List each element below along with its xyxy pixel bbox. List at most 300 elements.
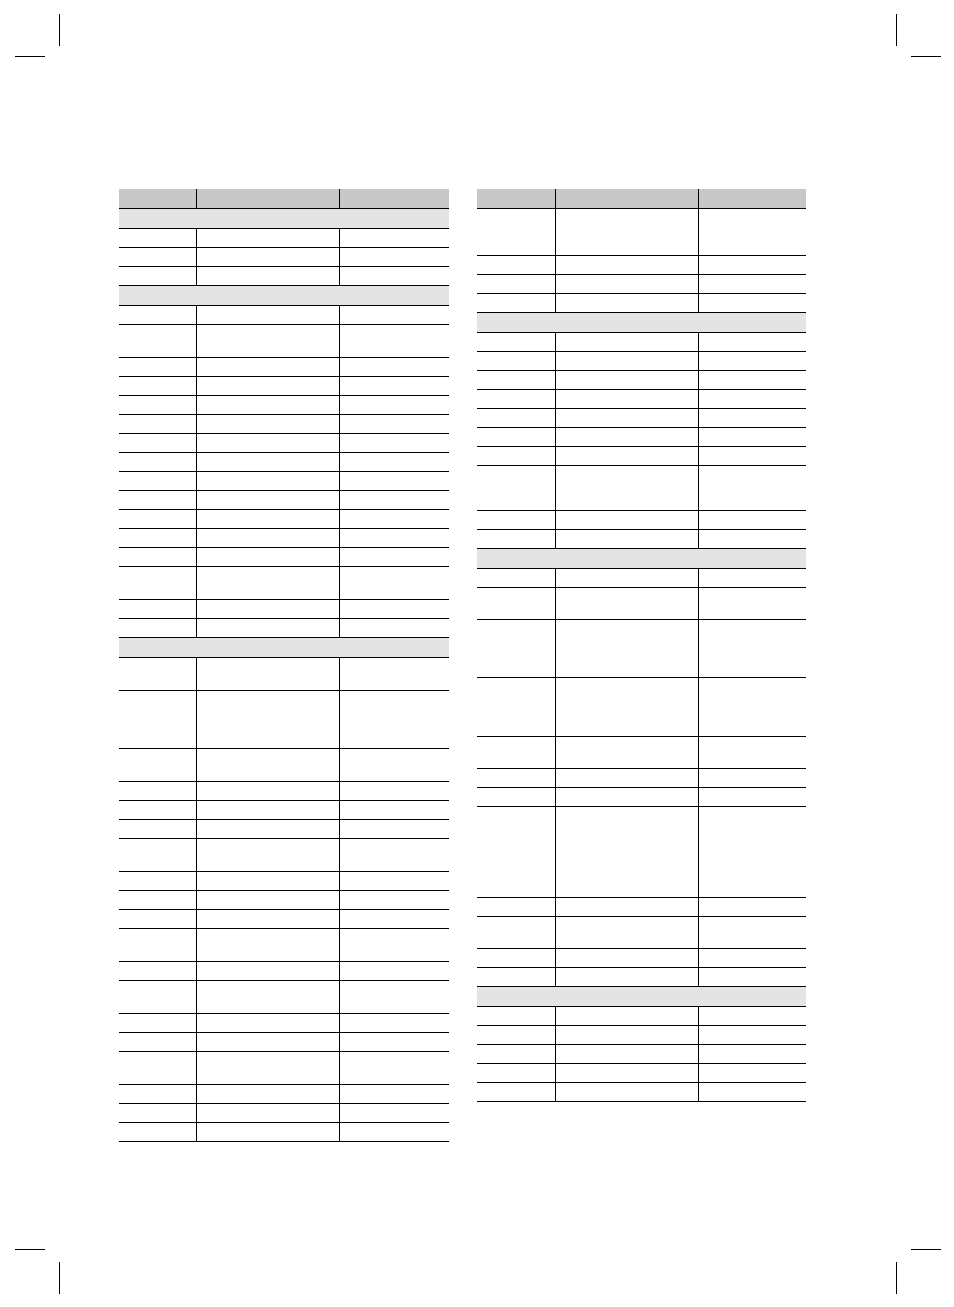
table-row [119,749,449,782]
table-row [477,256,806,275]
table-row [477,530,806,549]
table-row [119,491,449,510]
table-row [119,567,449,600]
table-row [119,396,449,415]
table-cell [477,968,556,986]
table-cell [699,1083,806,1101]
table-cell [556,466,699,510]
table-row [119,472,449,491]
table-cell [197,929,340,961]
table-cell [119,396,197,414]
table-cell [119,600,197,618]
table-row [119,529,449,548]
table-row [477,917,806,949]
table-cell [197,801,340,819]
table-row [477,620,806,678]
table-cell [699,620,806,677]
table-cell [699,371,806,389]
table-row [477,294,806,313]
table-cell [340,619,449,637]
table-cell [699,788,806,806]
table-row [119,453,449,472]
table-row [477,466,806,511]
table-cell [340,548,449,566]
table-header-cell [699,189,806,208]
table-cell [477,209,556,255]
table-cell [477,1007,556,1025]
table-row [119,891,449,910]
table-row [477,371,806,390]
table-cell [197,962,340,980]
table-cell [556,447,699,465]
table-cell [477,1026,556,1044]
table-row [119,872,449,891]
table-cell [340,358,449,376]
table-cell [556,352,699,370]
table-cell [699,1026,806,1044]
table-cell [340,929,449,961]
table-cell [556,807,699,897]
table-row [119,820,449,839]
table-row [119,434,449,453]
table-cell [340,782,449,800]
table-cell [119,453,197,471]
table-cell [699,209,806,255]
table-cell [477,678,556,736]
table-cell [556,1045,699,1063]
table-cell [197,325,340,357]
table-cell [699,333,806,351]
table-cell [197,548,340,566]
table-cell [340,267,449,285]
table-cell [556,1083,699,1101]
table-cell [477,275,556,293]
table-cell [556,1064,699,1082]
table-cell [477,737,556,768]
table-row [477,898,806,917]
table-row [477,1083,806,1102]
table-cell [119,658,197,690]
table-cell [197,248,340,266]
table-cell [556,275,699,293]
table-cell [477,949,556,967]
table-row [477,968,806,987]
crop-mark-bottom-right-vertical [896,1262,897,1294]
table-cell [699,256,806,274]
table-row [119,839,449,872]
table-cell [340,801,449,819]
table-cell [119,567,197,599]
table-cell [556,294,699,312]
table-cell [556,588,699,619]
table-row [119,929,449,962]
table-cell [119,491,197,509]
table-row [119,377,449,396]
table-cell [119,801,197,819]
section-label [477,313,806,332]
crop-mark-top-right-horizontal [911,56,941,57]
table-cell [340,891,449,909]
table-cell [556,898,699,916]
table-cell [477,807,556,897]
table-row [119,510,449,529]
table-cell [699,1007,806,1025]
table-cell [699,428,806,446]
table-cell [477,569,556,587]
table-row [477,769,806,788]
table-cell [340,1085,449,1103]
table-cell [119,1014,197,1032]
table-cell [119,358,197,376]
table-cell [340,691,449,748]
table-row [119,619,449,638]
table-cell [197,472,340,490]
table-cell [340,600,449,618]
table-cell [340,510,449,528]
table-cell [699,807,806,897]
table-cell [699,466,806,510]
table-cell [119,872,197,890]
table-row [119,1014,449,1033]
table-cell [119,472,197,490]
table-cell [340,1052,449,1084]
table-cell [556,256,699,274]
table-row [119,229,449,248]
table-cell [477,588,556,619]
table-section-row [477,313,806,333]
table-header-row [477,189,806,209]
table-cell [556,390,699,408]
table-cell [119,981,197,1013]
table-row [119,1123,449,1142]
table-cell [197,1033,340,1051]
table-cell [340,872,449,890]
table-cell [119,782,197,800]
table-cell [340,434,449,452]
table-cell [340,325,449,357]
table-cell [197,1052,340,1084]
table-cell [340,839,449,871]
table-cell [699,949,806,967]
table-cell [556,409,699,427]
table-row [119,962,449,981]
table-cell [477,333,556,351]
table-row [119,306,449,325]
table-cell [477,917,556,948]
table-cell [340,491,449,509]
section-label [477,549,806,568]
table-cell [119,1052,197,1084]
table-cell [197,1123,340,1141]
table-row [119,782,449,801]
table-cell [699,588,806,619]
table-row [119,658,449,691]
section-label [477,987,806,1006]
table-cell [340,981,449,1013]
table-row [477,511,806,530]
table-cell [197,396,340,414]
table-cell [340,749,449,781]
table-header-cell [556,189,699,208]
table-row [119,801,449,820]
table-cell [197,491,340,509]
table-cell [340,377,449,395]
crop-mark-top-right-vertical [896,14,897,46]
table-cell [477,352,556,370]
table-cell [477,390,556,408]
table-cell [556,620,699,677]
table-cell [340,1014,449,1032]
table-row [477,1026,806,1045]
table-cell [197,415,340,433]
table-section-row [477,549,806,569]
table-cell [197,453,340,471]
table-cell [119,548,197,566]
table-row [119,548,449,567]
table-header-cell [477,189,556,208]
table-cell [340,415,449,433]
table-row [119,600,449,619]
table-cell [119,229,197,247]
table-cell [119,1104,197,1122]
table-cell [340,567,449,599]
table-cell [340,229,449,247]
table-cell [340,820,449,838]
section-label [119,638,449,657]
table-cell [556,737,699,768]
table-cell [477,530,556,548]
table-cell [197,567,340,599]
table-cell [477,428,556,446]
table-cell [197,358,340,376]
table-row [119,248,449,267]
table-cell [556,1007,699,1025]
table-cell [340,248,449,266]
table-cell [699,275,806,293]
table-cell [699,917,806,948]
table-cell [197,820,340,838]
table-cell [197,839,340,871]
table-cell [699,678,806,736]
table-cell [119,962,197,980]
table-section-row [119,286,449,306]
table-cell [197,267,340,285]
table-cell [699,569,806,587]
table-cell [340,1104,449,1122]
table-cell [556,511,699,529]
table-cell [197,229,340,247]
table-cell [119,325,197,357]
table-cell [197,529,340,547]
table-row [477,1045,806,1064]
table-cell [197,691,340,748]
table-cell [699,898,806,916]
table-cell [119,377,197,395]
table-cell [340,396,449,414]
section-label [119,286,449,305]
table-cell [119,415,197,433]
table-cell [197,600,340,618]
table-cell [197,658,340,690]
table-cell [119,267,197,285]
table-row [477,409,806,428]
table-row [477,807,806,898]
table-cell [119,510,197,528]
table-cell [699,1045,806,1063]
table-cell [477,447,556,465]
table-row [477,788,806,807]
table-cell [119,691,197,748]
table-cell [556,371,699,389]
table-cell [699,737,806,768]
table-cell [119,839,197,871]
crop-mark-top-left-vertical [59,14,60,46]
table-cell [477,1045,556,1063]
table-cell [197,1085,340,1103]
crop-mark-bottom-left-vertical [59,1262,60,1294]
section-label [119,209,449,228]
table-cell [699,968,806,986]
table-row [477,569,806,588]
table-cell [556,788,699,806]
table-cell [197,782,340,800]
table-cell [197,510,340,528]
table-cell [119,434,197,452]
table-cell [119,1033,197,1051]
table-cell [340,1123,449,1141]
table-cell [197,981,340,1013]
table-row [477,352,806,371]
right-table [477,189,806,1102]
table-section-row [119,638,449,658]
table-row [119,358,449,377]
table-cell [477,511,556,529]
table-cell [477,294,556,312]
table-cell [197,1104,340,1122]
table-row [119,1033,449,1052]
table-cell [699,352,806,370]
table-row [477,1007,806,1026]
table-cell [197,434,340,452]
table-cell [477,769,556,787]
table-cell [556,968,699,986]
table-cell [556,428,699,446]
table-cell [119,820,197,838]
table-section-row [477,987,806,1007]
table-cell [699,294,806,312]
table-cell [556,530,699,548]
table-cell [197,377,340,395]
crop-mark-top-left-horizontal [15,56,45,57]
table-cell [477,788,556,806]
table-cell [119,529,197,547]
table-header-cell [197,189,340,208]
table-cell [340,910,449,928]
table-header-row [119,189,449,209]
table-header-cell [119,189,197,208]
table-cell [197,306,340,324]
table-cell [197,910,340,928]
crop-mark-bottom-right-horizontal [911,1249,941,1250]
table-cell [556,1026,699,1044]
table-cell [340,306,449,324]
table-row [477,1064,806,1083]
table-cell [699,447,806,465]
table-cell [477,898,556,916]
table-cell [477,466,556,510]
table-row [477,588,806,620]
table-cell [556,678,699,736]
table-row [119,267,449,286]
table-cell [699,1064,806,1082]
table-cell [119,619,197,637]
table-cell [119,749,197,781]
table-cell [197,872,340,890]
table-cell [477,256,556,274]
table-cell [477,1083,556,1101]
left-table [119,189,449,1142]
table-cell [197,619,340,637]
table-row [477,949,806,968]
table-row [119,415,449,434]
table-row [477,390,806,409]
table-cell [556,917,699,948]
table-cell [556,209,699,255]
table-row [477,275,806,294]
table-cell [699,409,806,427]
table-cell [340,658,449,690]
table-row [119,1085,449,1104]
table-cell [119,891,197,909]
table-cell [477,1064,556,1082]
table-cell [477,409,556,427]
table-cell [119,1085,197,1103]
table-cell [119,306,197,324]
table-cell [119,910,197,928]
table-row [477,678,806,737]
table-row [119,981,449,1014]
table-row [119,691,449,749]
table-row [119,325,449,358]
table-cell [119,248,197,266]
table-cell [197,891,340,909]
table-row [477,428,806,447]
table-cell [340,453,449,471]
crop-mark-bottom-left-horizontal [15,1249,45,1250]
table-cell [340,962,449,980]
table-cell [556,949,699,967]
table-header-cell [340,189,449,208]
table-cell [699,769,806,787]
table-row [477,447,806,466]
table-cell [699,530,806,548]
table-cell [340,1033,449,1051]
table-row [477,333,806,352]
table-cell [340,529,449,547]
table-cell [699,390,806,408]
table-row [119,1052,449,1085]
table-cell [556,569,699,587]
table-cell [699,511,806,529]
table-row [119,1104,449,1123]
table-cell [556,333,699,351]
table-cell [119,1123,197,1141]
table-cell [477,620,556,677]
table-cell [340,472,449,490]
table-row [477,209,806,256]
table-cell [119,929,197,961]
table-cell [556,769,699,787]
